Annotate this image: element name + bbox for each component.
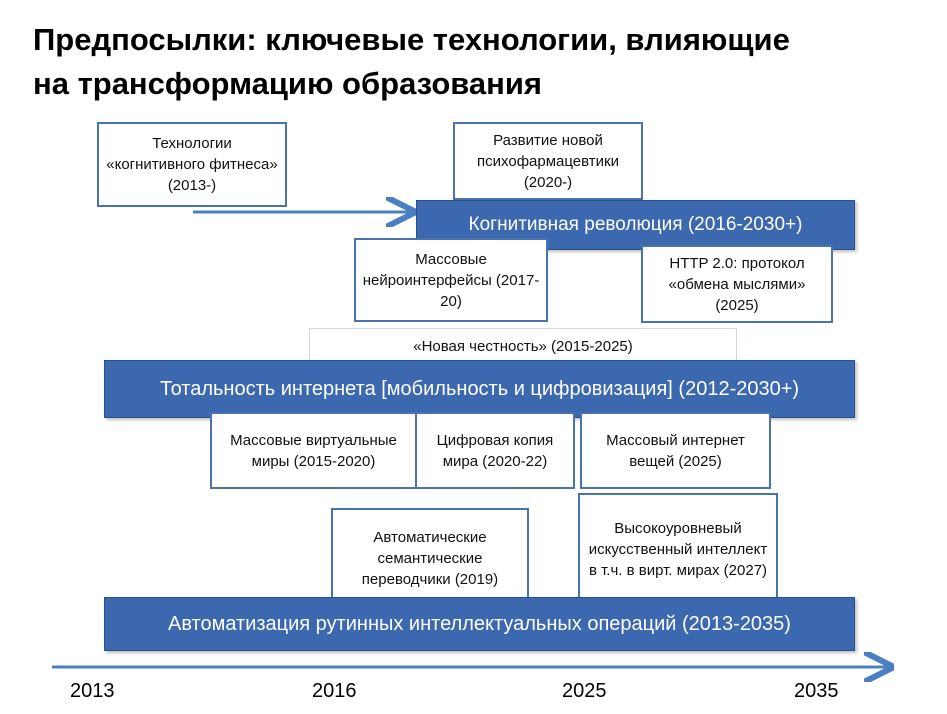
virtual-worlds-box [210, 412, 417, 489]
digital-copy-label: Цифровая копия мира (2020-22) [436, 431, 554, 470]
iot-box [580, 412, 771, 489]
neurointerfaces-box [354, 238, 548, 322]
high-level-ai-label: Высокоуровневый искусственный интеллект в т.ч. в вирт. мирах (2027) [588, 519, 768, 579]
automation-label: Автоматизация рутинных интеллектуальных операций (2013-2035) [168, 612, 791, 635]
year-label-2035: 2035 [794, 680, 839, 702]
iot-label: Массовый интернет вещей (2025) [606, 431, 745, 470]
http2-box [641, 245, 833, 323]
semantic-translators-label: Автоматические семантические переводчики (2019) [361, 528, 499, 588]
title-line-1: Предпосылки: ключевые технологии, влияющие [33, 22, 790, 57]
semantic-translators-box [331, 508, 529, 608]
year-label-2016: 2016 [312, 680, 357, 702]
high-level-ai-box [578, 493, 778, 605]
cognitive-fitness-label: Технологии «когнитивного фитнеса» (2013-) [106, 135, 278, 194]
http2-label: HTTP 2.0: протокол «обмена мыслями» (2025) [668, 254, 806, 314]
digital-copy-box [415, 412, 575, 489]
automation-band [104, 597, 855, 651]
psychopharm-label: Развитие новой психофармацевтики (2020-) [477, 131, 619, 191]
cognitive-fitness-box [97, 122, 287, 207]
year-label-2025: 2025 [562, 680, 607, 702]
cognitive-revolution-label: Когнитивная революция (2016-2030+) [468, 214, 803, 235]
virtual-worlds-label: Массовые виртуальные миры (2015-2020) [230, 431, 397, 470]
title-line-2: на трансформацию образования [33, 66, 543, 101]
psychopharm-box [453, 122, 643, 200]
new-honesty-label: «Новая честность» (2015-2025) [413, 338, 633, 355]
year-label-2013: 2013 [70, 680, 115, 702]
neurointerfaces-label: Массовые нейроинтерфейсы (2017-20) [362, 250, 540, 310]
total-internet-band [104, 360, 855, 418]
total-internet-label: Тотальность интернета [мобильность и цифровизация] (2012-2030+) [159, 377, 800, 400]
